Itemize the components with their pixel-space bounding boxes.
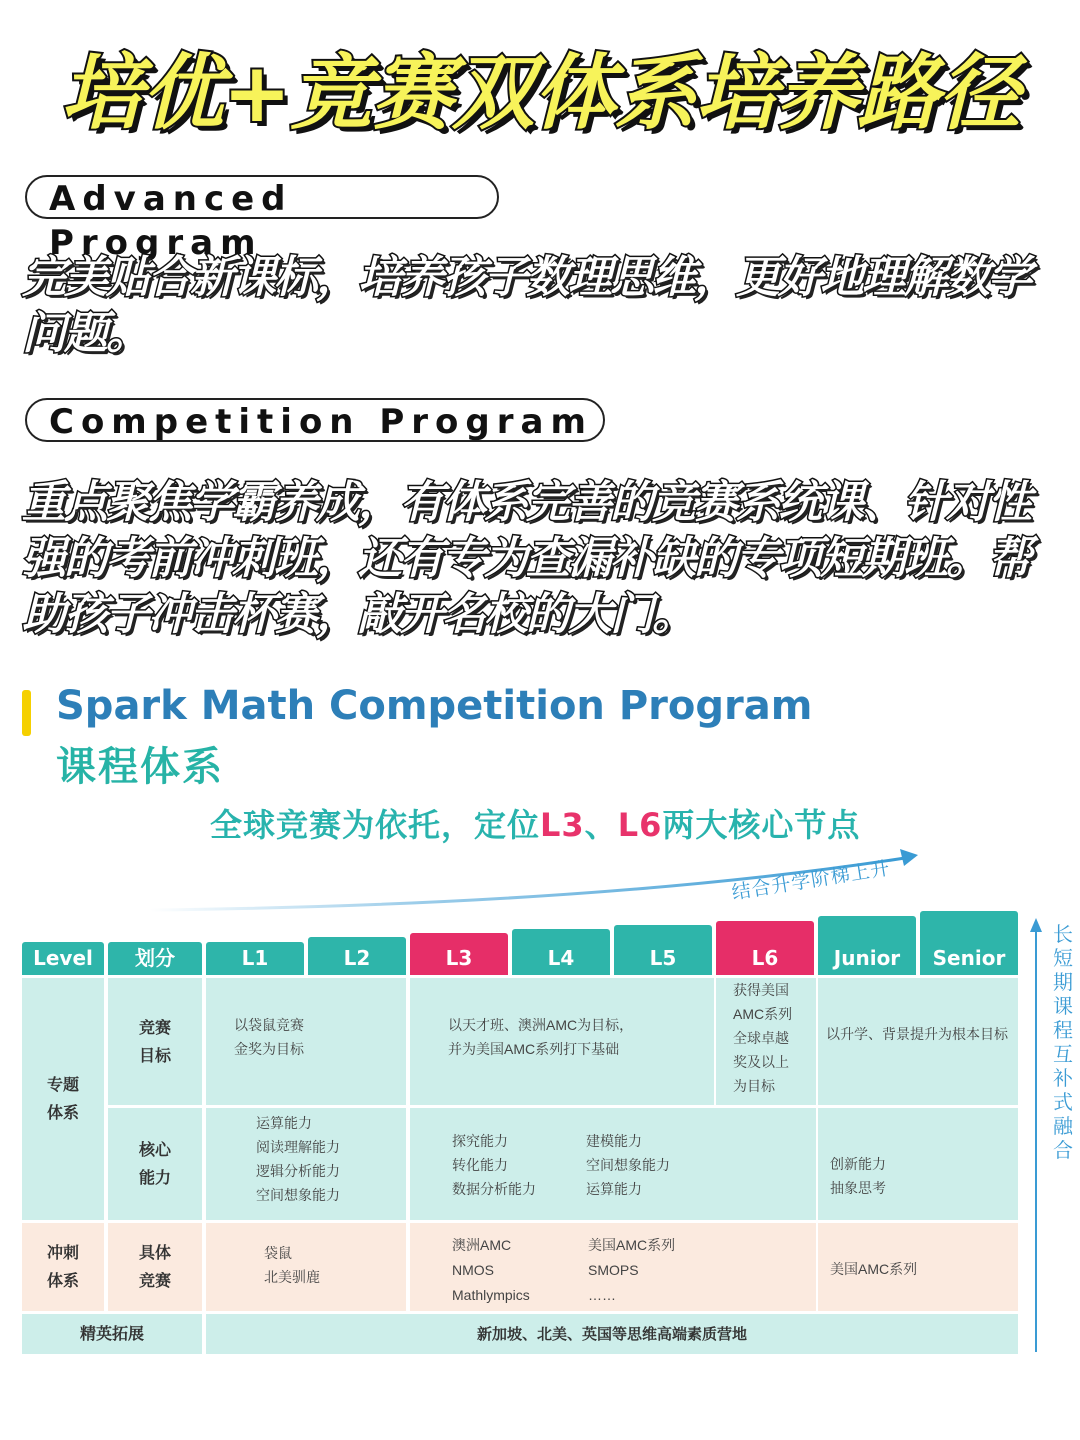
side-label: 长短期课程互补式融合 — [1053, 922, 1073, 1162]
header-l3: L3 — [410, 933, 508, 975]
goal-junior-senior: 以升学、背景提升为根本目标 — [818, 978, 1018, 1105]
header-level: Level — [22, 942, 104, 975]
header-l6: L6 — [716, 921, 814, 975]
panel-title-english: Spark Math Competition Program — [56, 683, 813, 729]
competition-program-description: 重点聚焦学霸养成，有体系完善的竞赛系统课、针对性强的考前冲刺班，还有专为查漏补缺的专项短期班。帮助孩子冲击杯赛，敲开名校的大门。 — [22, 477, 1030, 640]
ladder-label: 结合升学阶梯上升 — [730, 857, 892, 905]
elite-label: 精英拓展 — [22, 1314, 202, 1354]
header-junior: Junior — [818, 916, 916, 975]
core-l3-l6-col2: 建模能力 空间想象能力 运算能力 — [586, 1133, 670, 1197]
topic-system-label: 专题 体系 — [22, 978, 104, 1220]
header-l1: L1 — [206, 942, 304, 975]
side-arrowhead-icon — [1030, 918, 1042, 932]
core-row-label: 核心 能力 — [108, 1108, 202, 1220]
core-l1-l2: 运算能力 阅读理解能力 逻辑分析能力 空间想象能力 — [206, 1108, 406, 1220]
header-division: 划分 — [108, 942, 202, 975]
core-l3-l6-col1: 探究能力 转化能力 数据分析能力 — [452, 1133, 536, 1197]
goal-l3-l5: 以天才班、澳洲AMC为目标， 并为美国AMC系列打下基础 — [410, 978, 714, 1105]
comp-l3-l6-col2: 美国AMC系列 SMOPS …… — [588, 1237, 676, 1303]
page-headline: 培优+竞赛双体系培养路径 — [60, 46, 1020, 141]
comp-l3-l6-col1: 澳洲AMC NMOS Mathlympics — [452, 1237, 530, 1303]
header-l5: L5 — [614, 925, 712, 975]
ladder-arrowhead-icon — [900, 849, 918, 866]
subtitle-text-post: 两大核心节点 — [662, 806, 861, 844]
goal-l6: 获得美国 AMC系列 全球卓越 奖及以上 为目标 — [716, 978, 816, 1105]
subtitle-separator: 、 — [584, 806, 618, 844]
subtitle-l6: L6 — [617, 806, 663, 844]
competition-program-tag: Competition Program — [25, 398, 605, 442]
subtitle-l3: L3 — [540, 806, 585, 844]
comp-l1-l2: 袋鼠 北美驯鹿 — [206, 1223, 406, 1311]
header-l2: L2 — [308, 937, 406, 975]
goal-row-label: 竞赛 目标 — [108, 978, 202, 1105]
comp-row-label: 具体 竞赛 — [108, 1223, 202, 1311]
comp-l3-l6-cell — [410, 1223, 816, 1311]
advanced-program-description: 完美贴合新课标，培养孩子数理思维，更好地理解数学问题。 — [22, 252, 1030, 359]
core-junior-senior: 创新能力 抽象思考 — [818, 1108, 1018, 1220]
header-senior: Senior — [920, 911, 1018, 975]
goal-l1-l2: 以袋鼠竞赛 金奖为目标 — [206, 978, 406, 1105]
subtitle-text-pre: 全球竞赛为依托，定位 — [210, 806, 541, 844]
panel-title-chinese: 课程体系 — [56, 744, 224, 790]
sprint-system-label: 冲刺 体系 — [22, 1223, 104, 1311]
header-l4: L4 — [512, 929, 610, 975]
core-l3-l6-cell — [410, 1108, 816, 1220]
comp-junior-senior: 美国AMC系列 — [818, 1223, 1018, 1311]
elite-description: 新加坡、北美、英国等思维高端素质营地 — [206, 1314, 1018, 1354]
advanced-program-tag: Advanced Program — [25, 175, 499, 219]
